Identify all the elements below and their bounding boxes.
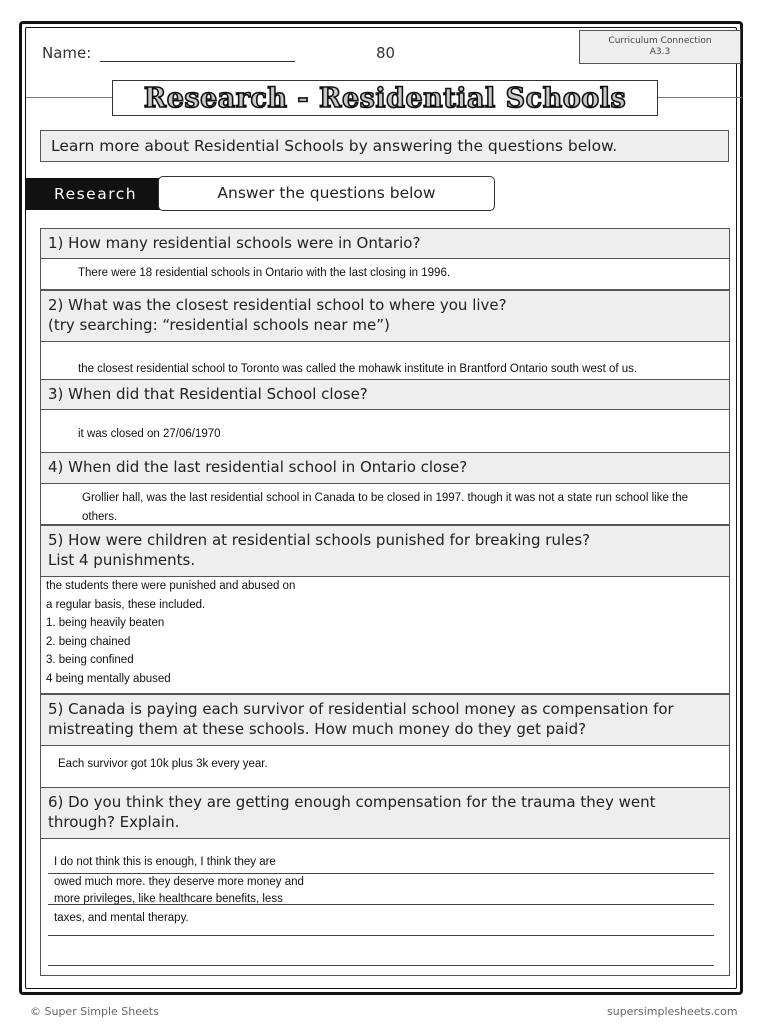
title-banner — [112, 80, 658, 116]
question-3-line-1: 3) When did that Residential School close? — [48, 385, 368, 403]
answer-7-line-1: I do not think this is enough, I think they are — [54, 856, 276, 868]
answer-4-line-1: Grollier hall, was the last residential school in Canada to be closed in 1997. though it was not a state run school like the — [82, 492, 689, 504]
question-4-line-1: 4) When did the last residential school in Ontario close? — [48, 458, 468, 476]
name-underline[interactable] — [100, 47, 295, 62]
question-5 — [40, 525, 730, 577]
answer-7-line-3: more privileges, like healthcare benefits, less — [54, 893, 283, 905]
answer-4-area[interactable] — [40, 484, 730, 525]
answer-6-line-1: Each survivor got 10k plus 3k every year. — [58, 758, 268, 770]
title-rule-right — [658, 97, 742, 98]
answer-4-line-2: others. — [82, 511, 118, 523]
title-rule-left — [26, 97, 112, 98]
answer-5-text — [46, 577, 295, 689]
writing-line-4 — [48, 965, 714, 966]
answer-1-line-1: There were 18 residential schools in Ontario with the last closing in 1996. — [78, 267, 451, 279]
question-2 — [40, 290, 730, 342]
answer-7-line-2: owed much more. they deserve more money and — [54, 876, 304, 888]
writing-line-1 — [48, 873, 714, 874]
answer-7-line-4: taxes, and mental therapy. — [54, 912, 189, 924]
question-1 — [40, 228, 730, 259]
question-6-line-1: 5) Canada is paying each survivor of residential school money as compensation for — [48, 700, 674, 718]
answer-2-line-1: the closest residential school to Toronto was called the mohawk institute in Brantford Ontario south west of us. — [78, 363, 638, 375]
footer-copyright: © Super Simple Sheets — [30, 1005, 159, 1018]
writing-line-3 — [48, 935, 714, 936]
question-1-line-1: 1) How many residential schools were in Ontario? — [48, 234, 421, 252]
page-number: 80 — [376, 44, 396, 62]
question-3 — [40, 379, 730, 410]
question-7-line-2: through? Explain. — [48, 813, 180, 831]
curriculum-code: A3.3 — [649, 47, 671, 57]
question-6 — [40, 694, 730, 746]
page-title: Research - Residential Schools — [143, 82, 627, 114]
question-2-line-1: 2) What was the closest residential school to where you live? — [48, 296, 507, 314]
question-7-line-1: 6) Do you think they are getting enough compensation for the trauma they went — [48, 793, 656, 811]
question-6-line-2: mistreating them at these schools. How much money do they get paid? — [48, 720, 587, 738]
footer-website[interactable]: supersimplesheets.com — [607, 1005, 738, 1018]
question-2-line-2: (try searching: “residential schools near me”) — [48, 316, 390, 334]
answer-5-line-4: 2. being chained — [46, 635, 131, 648]
answer-5-line-3: 1. being heavily beaten — [46, 617, 165, 630]
curriculum-connection-box — [579, 30, 741, 64]
answer-5-line-6: 4 being mentally abused — [46, 672, 171, 685]
question-5-line-1: 5) How were children at residential schools punished for breaking rules? — [48, 531, 591, 549]
question-4 — [40, 452, 730, 484]
answer-5-line-5: 3. being confined — [46, 654, 134, 667]
name-label: Name: — [42, 44, 97, 62]
curriculum-title: Curriculum Connection — [608, 36, 712, 46]
answer-3-line-1: it was closed on 27/06/1970 — [78, 428, 221, 440]
intro-instructions: Learn more about Residential Schools by answering the questions below. — [40, 130, 729, 162]
research-tab: Research — [26, 178, 160, 210]
answer-5-line-1: the students there were punished and abused on — [46, 580, 296, 592]
name-field[interactable] — [42, 44, 295, 62]
question-7 — [40, 787, 730, 839]
answer-instructions-tab: Answer the questions below — [158, 176, 495, 211]
question-5-line-2: List 4 punishments. — [48, 551, 196, 569]
answer-5-line-2: a regular basis, these included. — [46, 598, 206, 611]
